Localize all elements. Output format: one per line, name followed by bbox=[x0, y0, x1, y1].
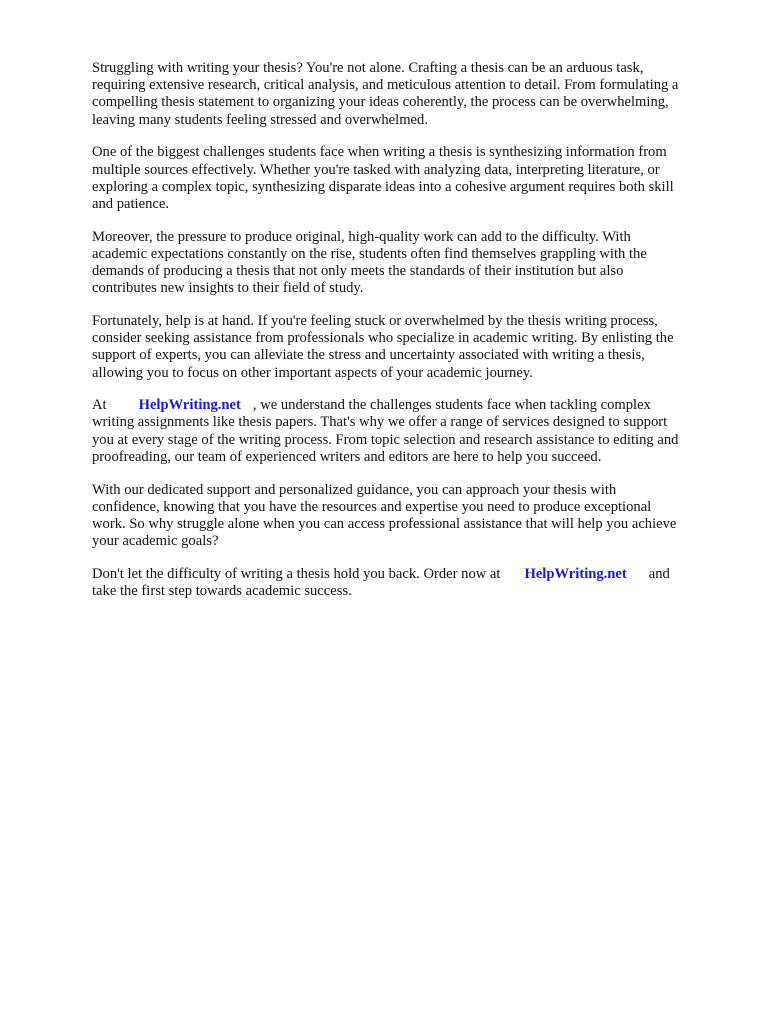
paragraph-text: , we understand the challenges students face when tackling complex bbox=[252, 397, 651, 414]
paragraph-order-now bbox=[92, 566, 712, 600]
helpwriting-link[interactable]: HelpWriting.net bbox=[524, 565, 627, 582]
paragraph-line: One of the biggest challenges students face when writing a thesis is synthesizing information from bbox=[92, 144, 667, 161]
paragraph-line: you at every stage of the writing process. From topic selection and research assistance to editing and bbox=[92, 431, 679, 448]
paragraph-text: At bbox=[92, 397, 107, 414]
paragraph-line: Fortunately, help is at hand. If you're feeling stuck or overwhelmed by the thesis writing process, bbox=[92, 312, 658, 329]
paragraph-line: your academic goals? bbox=[92, 533, 219, 550]
paragraph-line bbox=[92, 397, 712, 414]
paragraph-line bbox=[92, 566, 712, 583]
paragraph-line: compelling thesis statement to organizing your ideas coherently, the process can be overwhelming, bbox=[92, 94, 669, 111]
paragraph-line: Moreover, the pressure to produce original, high-quality work can add to the difficulty. With bbox=[92, 228, 631, 245]
paragraph-line: allowing you to focus on other important aspects of your academic journey. bbox=[92, 364, 533, 381]
paragraph-line: Struggling with writing your thesis? You're not alone. Crafting a thesis can be an arduous task, bbox=[92, 60, 644, 76]
paragraph-text: Don't let the difficulty of writing a thesis hold you back. Order now at bbox=[92, 565, 501, 582]
paragraph-support bbox=[92, 482, 712, 551]
paragraph-challenges bbox=[92, 144, 712, 213]
paragraph-line: requiring extensive research, critical analysis, and meticulous attention to detail. From formulating a bbox=[92, 77, 679, 94]
paragraph-line: support of experts, you can alleviate the stress and uncertainty associated with writing a thesis, bbox=[92, 347, 645, 364]
paragraph-line: academic expectations constantly on the rise, students often find themselves grappling with the bbox=[92, 245, 647, 262]
paragraph-line: contributes new insights to their field of study. bbox=[92, 280, 364, 297]
paragraph-line: writing assignments like thesis papers. That's why we offer a range of services designed to support bbox=[92, 414, 668, 431]
paragraph-struggling bbox=[92, 60, 712, 129]
paragraph-line: proofreading, our team of experienced writers and editors are here to help you succeed. bbox=[92, 448, 602, 465]
paragraph-services bbox=[92, 397, 712, 466]
paragraph-line: With our dedicated support and personalized guidance, you can approach your thesis with bbox=[92, 481, 617, 498]
paragraph-line: multiple sources effectively. Whether you're tasked with analyzing data, interpreting literature, or bbox=[92, 161, 660, 178]
paragraph-line: and patience. bbox=[92, 195, 169, 212]
paragraph-text: and bbox=[648, 565, 670, 582]
paragraph-pressure bbox=[92, 229, 712, 298]
helpwriting-link[interactable]: HelpWriting.net bbox=[138, 397, 241, 414]
paragraph-line: confidence, knowing that you have the resources and expertise you need to produce exceptional bbox=[92, 498, 652, 515]
paragraph-line: demands of producing a thesis that not only meets the standards of their institution but also bbox=[92, 263, 624, 280]
paragraph-line: consider seeking assistance from professionals who specialize in academic writing. By enlisting the bbox=[92, 330, 674, 347]
document-body bbox=[92, 60, 712, 616]
paragraph-line: take the first step towards academic success. bbox=[92, 583, 352, 600]
paragraph-line: work. So why struggle alone when you can access professional assistance that will help you achieve bbox=[92, 515, 677, 532]
paragraph-line: exploring a complex topic, synthesizing disparate ideas into a cohesive argument requires both skill bbox=[92, 178, 674, 195]
paragraph-help bbox=[92, 313, 712, 382]
paragraph-line: leaving many students feeling stressed and overwhelmed. bbox=[92, 111, 428, 128]
